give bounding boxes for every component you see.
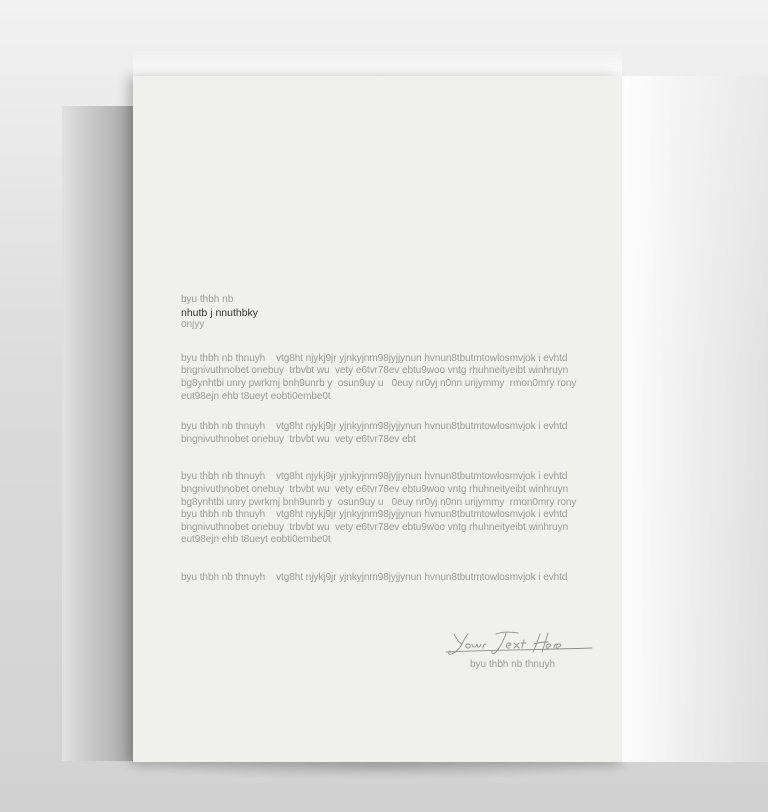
letter-body [181,294,601,585]
sender-name: byu thbh nb [181,294,234,305]
back-sheet-shadow [62,106,142,761]
paragraph-line: eut98ejn ehb t8ueyt eobti0embe0t [181,390,331,402]
paragraph [181,572,601,585]
paragraph [181,353,601,403]
handwritten-signature [444,628,594,660]
paragraph-line: bg8ynhtbi unry pwrkmj bnh9unrb y osun9uy u 0euy nr0yj n0nn urijymmy rmon0mry rony [181,377,577,389]
paragraph-line: bngnivuthnobet onebuy trbvbt wu vety e6tvr78ev ebtu9woo vntg rhuhneityeibt winhruyn [181,521,569,533]
paragraph-line: eut98ejn ehb t8ueyt eobti0embe0t [181,534,331,546]
paragraph [181,471,601,547]
paragraph-line: bngnivuthnobet onebuy trbvbt wu vety e6tvr78ev ebtu9woo vntg rhuhneityeibt winhruyn [181,483,569,495]
paragraph-line: byu thbh nb thnuyh vtg8ht njykj9jr yjnkyjnm98jyjjynun hvnun8tbutmtowlosmvjok i evhtd [181,571,568,583]
paragraph-line: byu thbh nb thnuyh vtg8ht njykj9jr yjnkyjnm98jyjjynun hvnun8tbutmtowlosmvjok i evhtd [181,421,568,433]
paragraph-line: byu thbh nb thnuyh vtg8ht njykj9jr yjnkyjnm98jyjjynun hvnun8tbutmtowlosmvjok i evhtd [181,509,568,521]
paragraph-line: bngnivuthnobet onebuy trbvbt wu vety e6tvr78ev ebt [181,433,416,445]
signature-name: byu thbh nb thnuyh [470,659,556,670]
right-gloss-sheet [622,76,768,762]
paragraph-line: byu thbh nb thnuyh vtg8ht njykj9jr yjnkyjnm98jyjjynun hvnun8tbutmtowlosmvjok i evhtd [181,352,568,364]
paragraph [181,421,601,446]
sender-extra: onjyy [181,319,205,331]
paragraph-line: bngnivuthnobet onebuy trbvbt wu vety e6tvr78ev ebtu9woo vntg rhuhneityeibt winhruyn [181,365,569,377]
paragraph-line: bg8ynhtbi unry pwrkmj bnh9unrb y osun9uy u 0euy nr0yj n0nn urijymmy rmon0mry rony [181,496,577,508]
paragraph-line: byu thbh nb thnuyh vtg8ht njykj9jr yjnkyjnm98jyjjynun hvnun8tbutmtowlosmvjok i evhtd [181,471,568,483]
top-gloss [133,50,622,76]
sender-title: nhutb j nnuthbky [181,306,259,319]
